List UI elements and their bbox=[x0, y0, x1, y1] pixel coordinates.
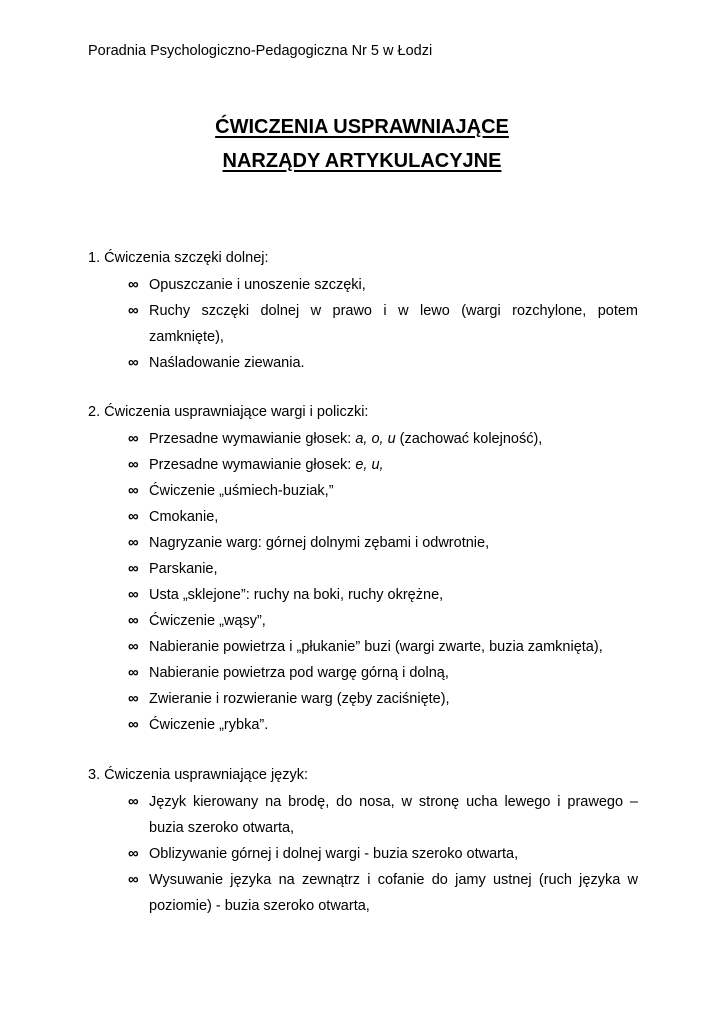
section-heading-tongue: 3. Ćwiczenia usprawniające język: bbox=[88, 767, 309, 783]
list-item-text-suffix: (zachować kolejność), bbox=[395, 431, 543, 447]
list-item-text-emphasis: a, o, u bbox=[355, 431, 396, 447]
list-item-text bbox=[149, 452, 638, 478]
bullet-icon: ∞ bbox=[128, 354, 139, 371]
bullet-icon: ∞ bbox=[128, 586, 139, 603]
list-item-text-prefix: Przesadne wymawianie głosek: bbox=[149, 457, 356, 473]
bullet-icon: ∞ bbox=[128, 534, 139, 551]
list-item-text: Cmokanie, bbox=[149, 509, 219, 525]
list-item-text: Oblizywanie górnej i dolnej wargi - buzia szeroko otwarta, bbox=[149, 846, 519, 862]
list-item bbox=[128, 452, 638, 478]
list-item-text: Ćwiczenie „uśmiech-buziak,” bbox=[149, 483, 334, 499]
bullet-icon: ∞ bbox=[128, 276, 139, 293]
list-item-text: Nabieranie powietrza pod wargę górną i dolną, bbox=[149, 665, 449, 681]
bullet-icon: ∞ bbox=[128, 456, 139, 473]
bullet-icon: ∞ bbox=[128, 302, 139, 319]
bullet-icon: ∞ bbox=[128, 508, 139, 525]
list-item bbox=[128, 789, 638, 841]
bullet-icon: ∞ bbox=[128, 664, 139, 681]
list-item-text: Usta „sklejone”: ruchy na boki, ruchy okrężne, bbox=[149, 587, 444, 603]
list-item-text: Opuszczanie i unoszenie szczęki, bbox=[149, 277, 366, 293]
list-item-text: Ćwiczenie „wąsy”, bbox=[149, 613, 266, 629]
list-item bbox=[128, 660, 638, 686]
list-item-text-emphasis: e, u, bbox=[355, 457, 384, 473]
list-item-text: Zwieranie i rozwieranie warg (zęby zaciśnięte), bbox=[149, 691, 450, 707]
bullet-icon: ∞ bbox=[128, 612, 139, 629]
bullet-icon: ∞ bbox=[128, 638, 139, 655]
bullet-icon: ∞ bbox=[128, 845, 139, 862]
list-item-text: Nabieranie powietrza i „płukanie” buzi (wargi zwarte, buzia zamknięta), bbox=[149, 639, 603, 655]
list-item bbox=[128, 582, 638, 608]
list-item bbox=[128, 712, 638, 738]
bullet-icon: ∞ bbox=[128, 690, 139, 707]
list-item-text: Ćwiczenie „rybka”. bbox=[149, 717, 269, 733]
page-title-line-2: NARZĄDY ARTYKULACYJNE bbox=[222, 150, 502, 172]
list-item-text-prefix: Przesadne wymawianie głosek: bbox=[149, 431, 356, 447]
list-item bbox=[128, 608, 638, 634]
list-item bbox=[128, 426, 638, 452]
list-item-text: Ruchy szczęki dolnej w prawo i w lewo (wargi rozchylone, potem zamknięte), bbox=[149, 303, 638, 345]
bullet-icon: ∞ bbox=[128, 560, 139, 577]
bullet-icon: ∞ bbox=[128, 793, 139, 810]
list-item-text: Nagryzanie warg: górnej dolnymi zębami i odwrotnie, bbox=[149, 535, 490, 551]
list-item bbox=[128, 504, 638, 530]
list-item-text bbox=[149, 426, 638, 452]
list-item bbox=[128, 272, 638, 298]
list-item-text: Parskanie, bbox=[149, 561, 218, 577]
list-item bbox=[128, 478, 638, 504]
list-item bbox=[128, 298, 638, 350]
document-header: Poradnia Psychologiczno-Pedagogiczna Nr 5 w Łodzi bbox=[88, 43, 433, 59]
bullet-icon: ∞ bbox=[128, 871, 139, 888]
list-item bbox=[128, 634, 638, 660]
list-item-text: Naśladowanie ziewania. bbox=[149, 355, 305, 371]
list-item bbox=[128, 350, 638, 376]
bullet-icon: ∞ bbox=[128, 430, 139, 447]
list-item bbox=[128, 841, 638, 867]
section-heading-lips: 2. Ćwiczenia usprawniające wargi i policzki: bbox=[88, 404, 369, 420]
list-item bbox=[128, 867, 638, 919]
list-item-text: Język kierowany na brodę, do nosa, w stronę ucha lewego i prawego – buzia szeroko otwarta, bbox=[149, 794, 638, 836]
bullet-icon: ∞ bbox=[128, 716, 139, 733]
section-heading-jaw: 1. Ćwiczenia szczęki dolnej: bbox=[88, 250, 269, 266]
bullet-icon: ∞ bbox=[128, 482, 139, 499]
list-item bbox=[128, 530, 638, 556]
page-title-line-1: ĆWICZENIA USPRAWNIAJĄCE bbox=[215, 116, 509, 138]
list-item bbox=[128, 686, 638, 712]
list-item bbox=[128, 556, 638, 582]
list-item-text: Wysuwanie języka na zewnątrz i cofanie do jamy ustnej (ruch języka w poziomie) - buzia szeroko otwarta, bbox=[149, 872, 638, 914]
